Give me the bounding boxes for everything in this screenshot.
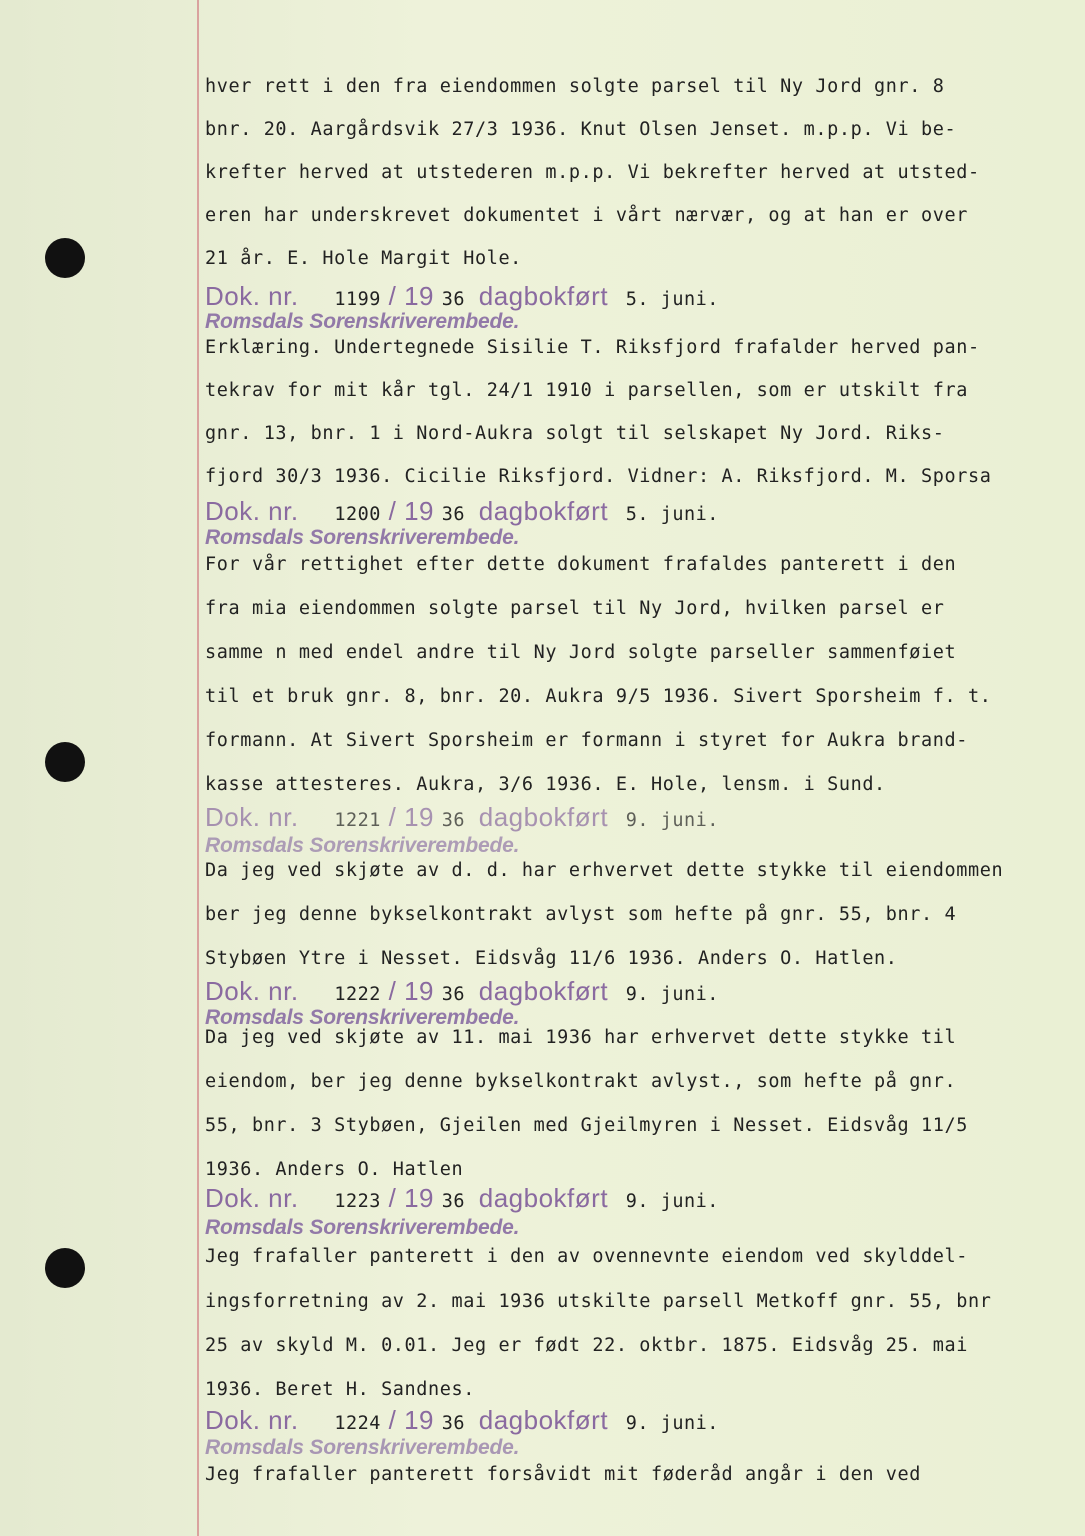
text-line: 55, bnr. 3 Stybøen, Gjeilen med Gjeilmyren i Nesset. Eidsvåg 11/5 [205, 1115, 968, 1136]
dok-number: 1223 [334, 1191, 381, 1212]
dok-number: 1221 [334, 810, 381, 831]
text-line: formann. At Sivert Sporsheim er formann i styret for Aukra brand- [205, 730, 968, 751]
text-line: Erklæring. Undertegnede Sisilie T. Riksfjord frafalder herved pan- [205, 337, 980, 358]
office-stamp: Romsdals Sorenskriverembede. [205, 310, 520, 333]
dok-year-prefix: / 19 [388, 281, 434, 311]
text-line: Jeg frafaller panterett forsåvidt mit føderåd angår i den ved [205, 1464, 922, 1485]
dok-year-prefix: / 19 [388, 802, 434, 832]
text-line: fjord 30/3 1936. Cicilie Riksfjord. Vidner: A. Riksfjord. M. Sporsa [205, 466, 992, 487]
dok-year: 36 [441, 810, 466, 831]
margin-rule [197, 0, 199, 1536]
dok-date: 9. juni. [625, 1191, 719, 1212]
dagbok-label: dagbokført [478, 496, 609, 526]
dok-stamp [205, 496, 719, 527]
dok-year: 36 [441, 289, 466, 310]
punch-hole [45, 238, 85, 278]
dok-label: Dok. nr. [205, 1183, 299, 1213]
dok-number: 1224 [334, 1413, 381, 1434]
text-line: hver rett i den fra eiendommen solgte parsel til Ny Jord gnr. 8 [205, 76, 945, 97]
dok-stamp [205, 976, 719, 1007]
dok-label: Dok. nr. [205, 1405, 299, 1435]
dok-stamp [205, 1405, 719, 1436]
text-line: ber jeg denne bykselkontrakt avlyst som hefte på gnr. 55, bnr. 4 [205, 904, 957, 925]
dok-date: 9. juni. [625, 810, 719, 831]
dok-label: Dok. nr. [205, 802, 299, 832]
dok-stamp [205, 1183, 719, 1214]
text-line: 1936. Anders O. Hatlen [205, 1159, 464, 1180]
punch-hole [45, 1248, 85, 1288]
dok-stamp [205, 802, 719, 833]
dok-year: 36 [441, 504, 466, 525]
dok-year: 36 [441, 1191, 466, 1212]
dok-date: 5. juni. [625, 504, 719, 525]
text-line: gnr. 13, bnr. 1 i Nord-Aukra solgt til selskapet Ny Jord. Riks- [205, 423, 945, 444]
dagbok-label: dagbokført [478, 1405, 609, 1435]
dagbok-label: dagbokført [478, 1183, 609, 1213]
text-line: Da jeg ved skjøte av 11. mai 1936 har erhvervet dette stykke til [205, 1027, 957, 1048]
dok-stamp [205, 281, 719, 312]
dok-year-prefix: / 19 [388, 1405, 434, 1435]
text-line: eiendom, ber jeg denne bykselkontrakt avlyst., som hefte på gnr. [205, 1071, 957, 1092]
text-line: Da jeg ved skjøte av d. d. har erhvervet dette stykke til eiendommen [205, 860, 1004, 881]
text-line: kasse attesteres. Aukra, 3/6 1936. E. Hole, lensm. i Sund. [205, 774, 886, 795]
text-line: 21 år. E. Hole Margit Hole. [205, 248, 522, 269]
dok-date: 9. juni. [625, 1413, 719, 1434]
dagbok-label: dagbokført [478, 802, 609, 832]
text-line: bnr. 20. Aargårdsvik 27/3 1936. Knut Olsen Jenset. m.p.p. Vi be- [205, 119, 957, 140]
text-line: eren har underskrevet dokumentet i vårt nærvær, og at han er over [205, 205, 968, 226]
dok-year-prefix: / 19 [388, 496, 434, 526]
punch-hole [45, 742, 85, 782]
dok-date: 9. juni. [625, 984, 719, 1005]
text-line: til et bruk gnr. 8, bnr. 20. Aukra 9/5 1936. Sivert Sporsheim f. t. [205, 686, 992, 707]
dok-label: Dok. nr. [205, 281, 299, 311]
dok-year-prefix: / 19 [388, 976, 434, 1006]
text-line: tekrav for mit kår tgl. 24/1 1910 i parsellen, som er utskilt fra [205, 380, 968, 401]
text-line: Jeg frafaller panterett i den av ovennevnte eiendom ved skylddel- [205, 1246, 968, 1267]
text-line: For vår rettighet efter dette dokument frafaldes panterett i den [205, 554, 957, 575]
text-line: samme n med endel andre til Ny Jord solgte parseller sammenføiet [205, 642, 957, 663]
dok-year: 36 [441, 984, 466, 1005]
dok-label: Dok. nr. [205, 976, 299, 1006]
dok-number: 1200 [334, 504, 381, 525]
office-stamp: Romsdals Sorenskriverembede. [205, 834, 520, 857]
dagbok-label: dagbokført [478, 976, 609, 1006]
text-line: krefter herved at utstederen m.p.p. Vi bekrefter herved at utsted- [205, 162, 980, 183]
office-stamp: Romsdals Sorenskriverembede. [205, 1436, 520, 1459]
dagbok-label: dagbokført [478, 281, 609, 311]
text-line: 1936. Beret H. Sandnes. [205, 1379, 475, 1400]
dok-label: Dok. nr. [205, 496, 299, 526]
office-stamp: Romsdals Sorenskriverembede. [205, 526, 520, 549]
dok-year: 36 [441, 1413, 466, 1434]
text-line: ingsforretning av 2. mai 1936 utskilte parsell Metkoff gnr. 55, bnr [205, 1291, 992, 1312]
office-stamp: Romsdals Sorenskriverembede. [205, 1216, 520, 1239]
dok-date: 5. juni. [625, 289, 719, 310]
dok-year-prefix: / 19 [388, 1183, 434, 1213]
text-line: 25 av skyld M. 0.01. Jeg er født 22. oktbr. 1875. Eidsvåg 25. mai [205, 1335, 968, 1356]
text-line: Stybøen Ytre i Nesset. Eidsvåg 11/6 1936. Anders O. Hatlen. [205, 948, 898, 969]
office-stamp: Romsdals Sorenskriverembede. [205, 1006, 520, 1029]
dok-number: 1199 [334, 289, 381, 310]
dok-number: 1222 [334, 984, 381, 1005]
text-line: fra mia eiendommen solgte parsel til Ny Jord, hvilken parsel er [205, 598, 945, 619]
